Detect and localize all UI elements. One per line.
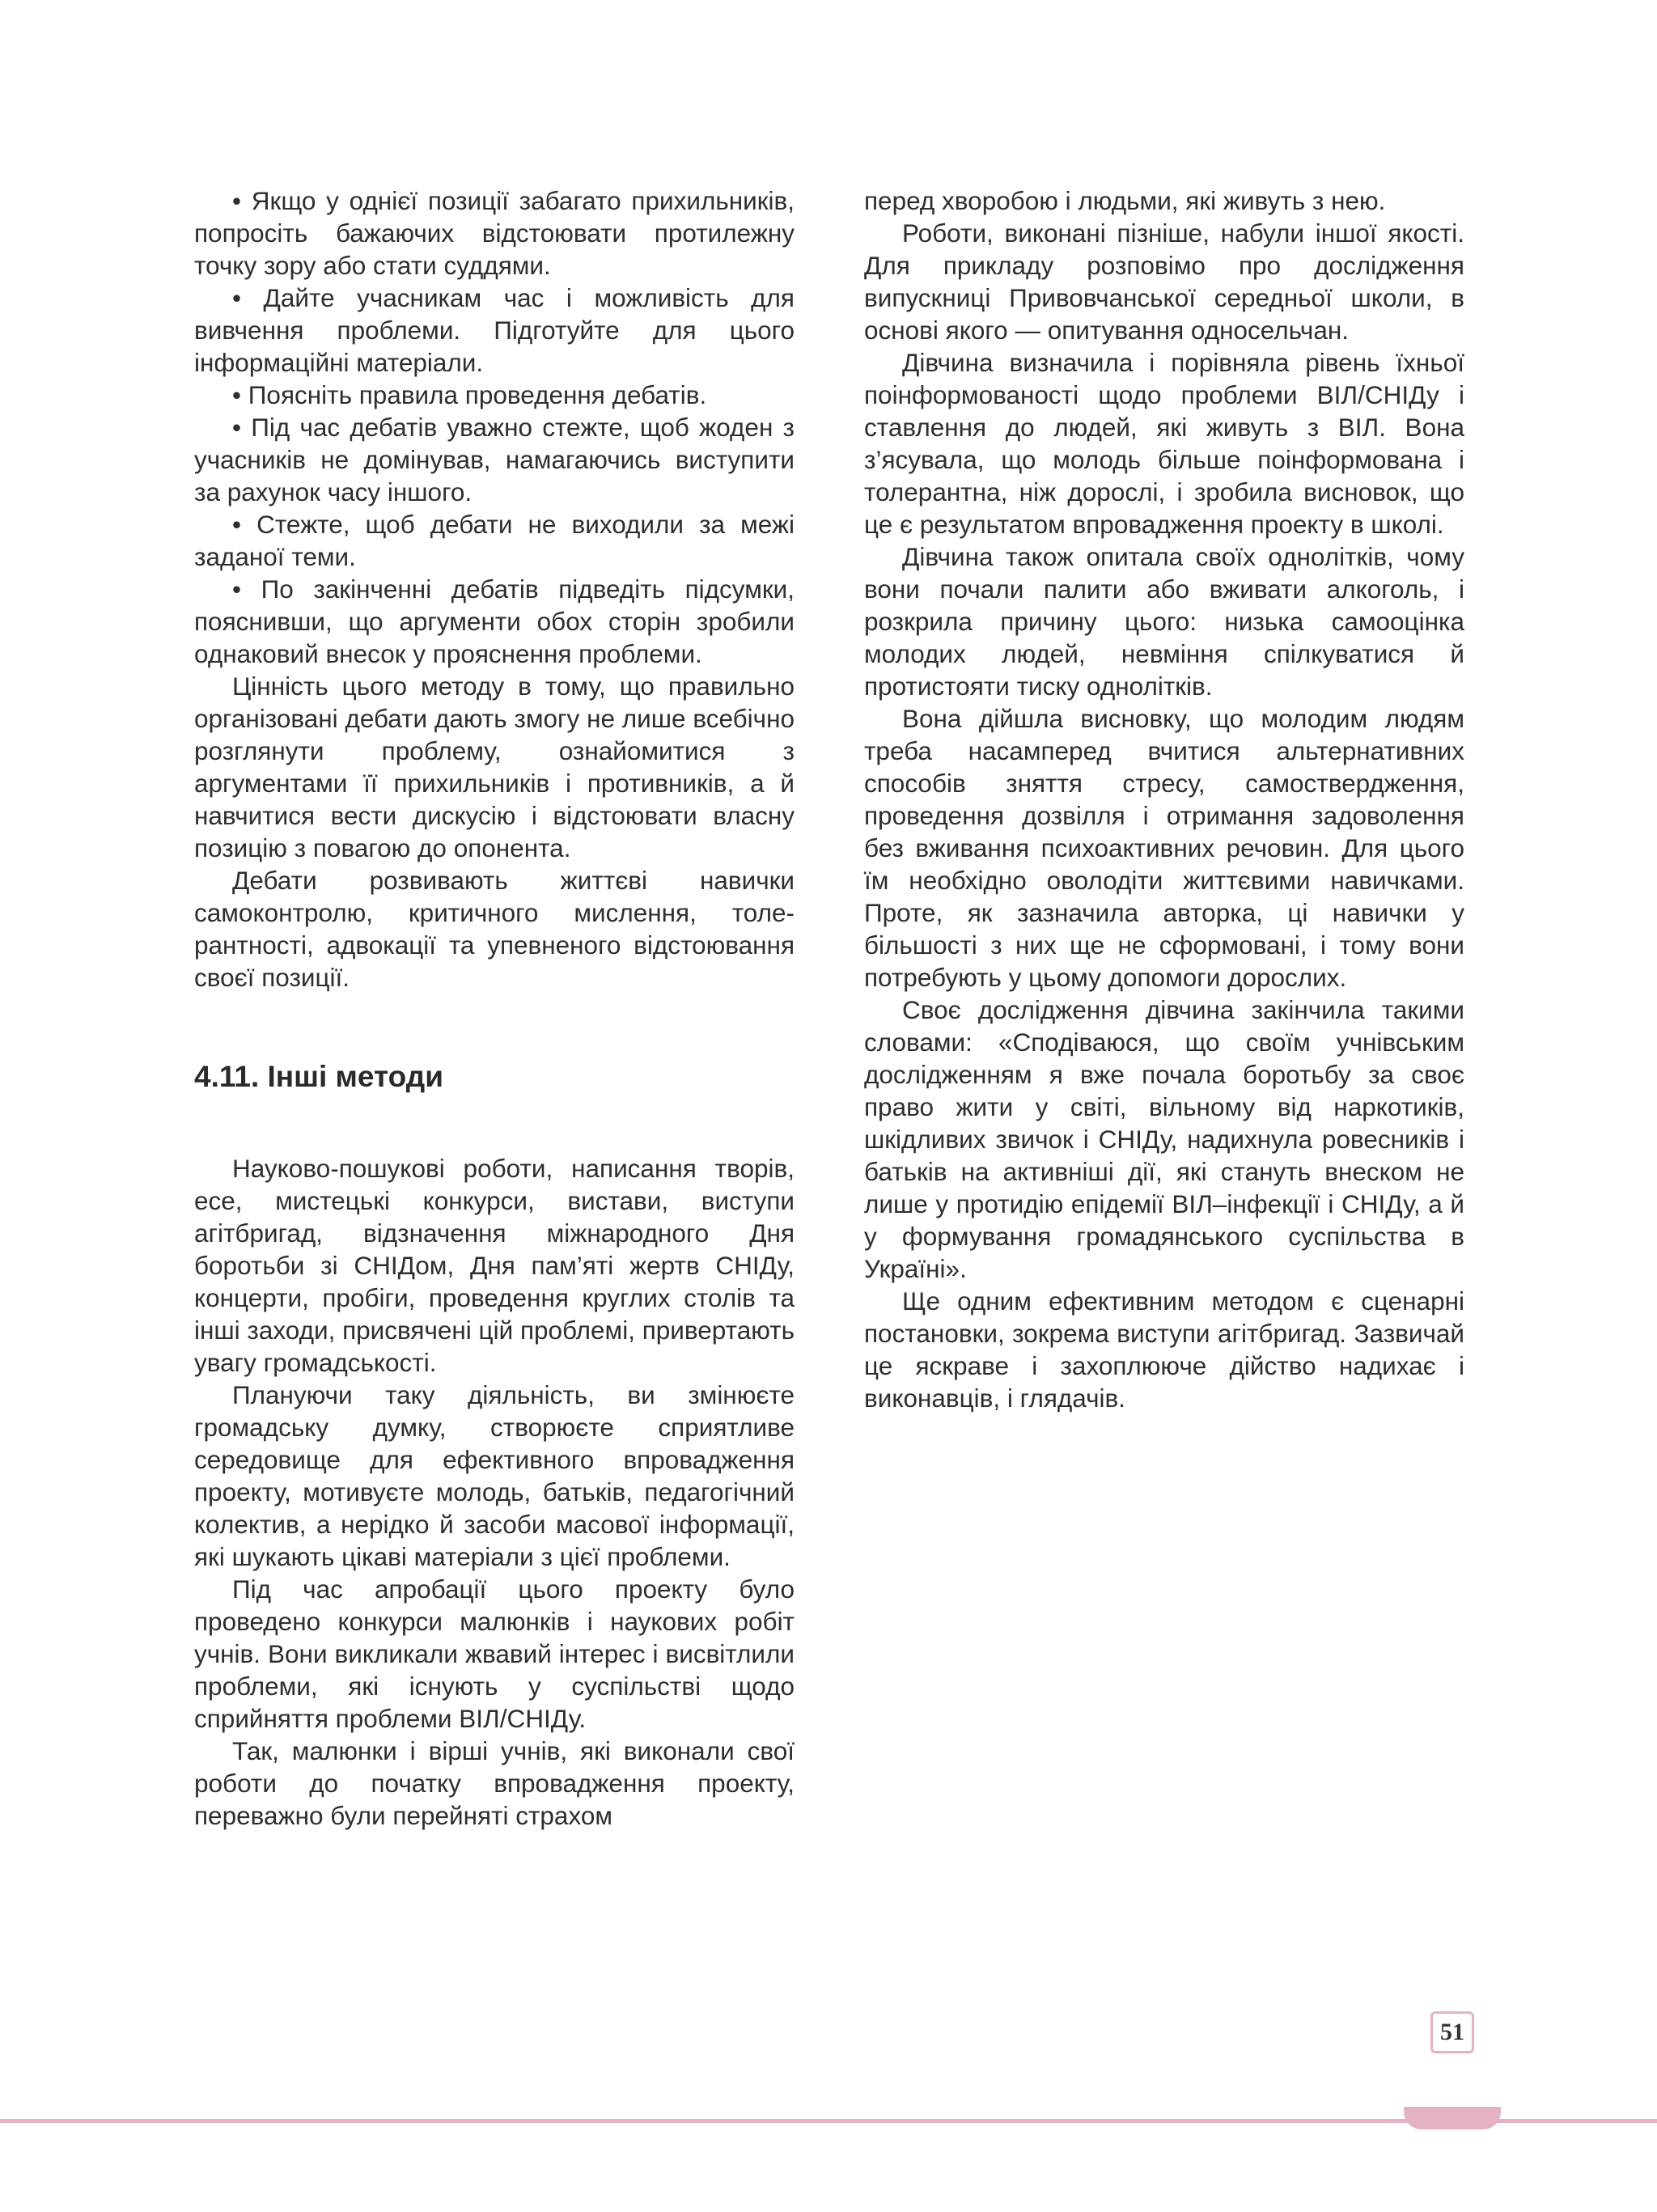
right-column — [864, 184, 1464, 1414]
paragraph: Плануючи таку діяльність, ви змінюєте громадську думку, створюєте сприятливе середовище для ефективного впровадження проекту, мотивуєте молодь, батьків, педагогічний колектив, а нерідко й засоби масової інформації, які шукають цікаві матеріали з цієї проблеми. — [194, 1380, 795, 1571]
paragraph: • Під час дебатів уважно стежте, щоб жоден з учасників не домінував, намагаючись виступити за рахунок часу іншого. — [194, 413, 795, 506]
left-column — [194, 184, 795, 1832]
paragraph: Вона дійшла висновку, що молодим людям треба насамперед вчитися альтернативних способів зняття стресу, самоствердження, проведення дозвілля і отримання задоволення без вживання психоактивних речовин. Для цього їм необхідно оволодіти життєвими навичками. Проте, як зазначила авторка, ці навички у більшості з них ще не сформовані, і тому вони потребують у цьому допомоги дорослих. — [864, 704, 1464, 992]
paragraph: • Дайте учасникам час і можливість для вивчення проблеми. Підготуйте для цього інформаційні матеріали. — [194, 283, 795, 377]
paragraph: • Стежте, щоб дебати не виходили за межі заданої теми. — [194, 510, 795, 571]
paragraph: Цінність цього методу в тому, що правильно організовані дебати дають змогу не лише всебічно розглянути проблему, ознайомитися з аргументами її прихильників і противників, а й навчитися вести дискусію і відстоювати власну позицію з повагою до опонента. — [194, 672, 795, 862]
paragraph: Дівчина визначила і порівняла рівень їхньої поінформованості щодо проблеми ВІЛ/СНІДу і ставлення до людей, які живуть з ВІЛ. Вона з’ясувала, що молодь більше поінформована і толерантна, ніж дорослі, і зробила висновок, що це є результатом впровадження проекту в школі. — [864, 348, 1464, 539]
paragraph: • По закінченні дебатів підведіть підсумки, пояснивши, що аргументи обох сторін зробили однаковий внесок у прояснення проблеми. — [194, 574, 795, 668]
paragraph: Ще одним ефективним методом є сценарні постановки, зокрема виступи агітбригад. Зазвичай це яскраве і захоплююче дійство надихає і виконавців, і глядачів. — [864, 1286, 1464, 1413]
paragraph: Дівчина також опитала своїх однолітків, чому вони почали палити або вживати алкоголь, і розкрила причину цього: низька самооцінка молодих людей, невміння спілкуватися й протистояти тиску однолітків. — [864, 542, 1464, 701]
paragraph: Дебати розвивають життєві навички самоконтролю, критичного мислення, толерантності, адвокації та упевненого відстоювання своєї позиції. — [194, 866, 795, 992]
page-number: 51 — [1430, 2011, 1474, 2053]
paragraph: Своє дослідження дівчина закінчила такими словами: «Сподіваюся, що своїм учнівським дослідженням я вже почала боротьбу за своє право жити у світі, вільному від наркотиків, шкідливих звичок і СНІДу, надихнула ровесників і батьків на активніші дії, які стануть внеском не лише у протидію епідемії ВІЛ–інфекції і СНІДу, а й у формування громадянського суспільства в Україні». — [864, 995, 1464, 1283]
paragraph: • Поясніть правила проведення дебатів. — [232, 380, 707, 409]
paragraph-continued: перед хворобою і людьми, які живуть з нею. — [864, 186, 1386, 215]
page-tab-decoration — [1404, 2107, 1501, 2129]
section-heading: 4.11. Інші методи — [194, 1060, 443, 1093]
paragraph: Так, малюнки і вірші учнів, які виконали свої роботи до початку впровадження проекту, переважно були перейняті страхом — [194, 1736, 795, 1830]
paragraph: Під час апробації цього проекту було проведено конкурси малюнків і наукових робіт учнів. Вони викликали жвавий інтерес і висвітлили проблеми, які існують у суспільстві щодо сприйняття проблеми ВІЛ/СНІДу. — [194, 1574, 795, 1733]
paragraph: Роботи, виконані пізніше, набули іншої якості. Для прикладу розповімо про дослідження випускниці Привовчанської середньої школи, в основі якого — опитування односельчан. — [864, 218, 1464, 345]
paragraph: Науково-пошукові роботи, написання творів, есе, мистецькі конкурси, вистави, виступи агітбригад, відзначення міжнародного Дня боротьби зі СНІДом, Дня пам’яті жертв СНІДу, концерти, пробіги, проведення круглих столів та інші заходи, присвячені цій проблемі, привертають увагу громадськості. — [194, 1154, 795, 1377]
paragraph: • Якщо у однієї позиції забагато прихильників, попросіть бажаючих відстоювати протилежну точку зору або стати суддями. — [194, 186, 795, 280]
